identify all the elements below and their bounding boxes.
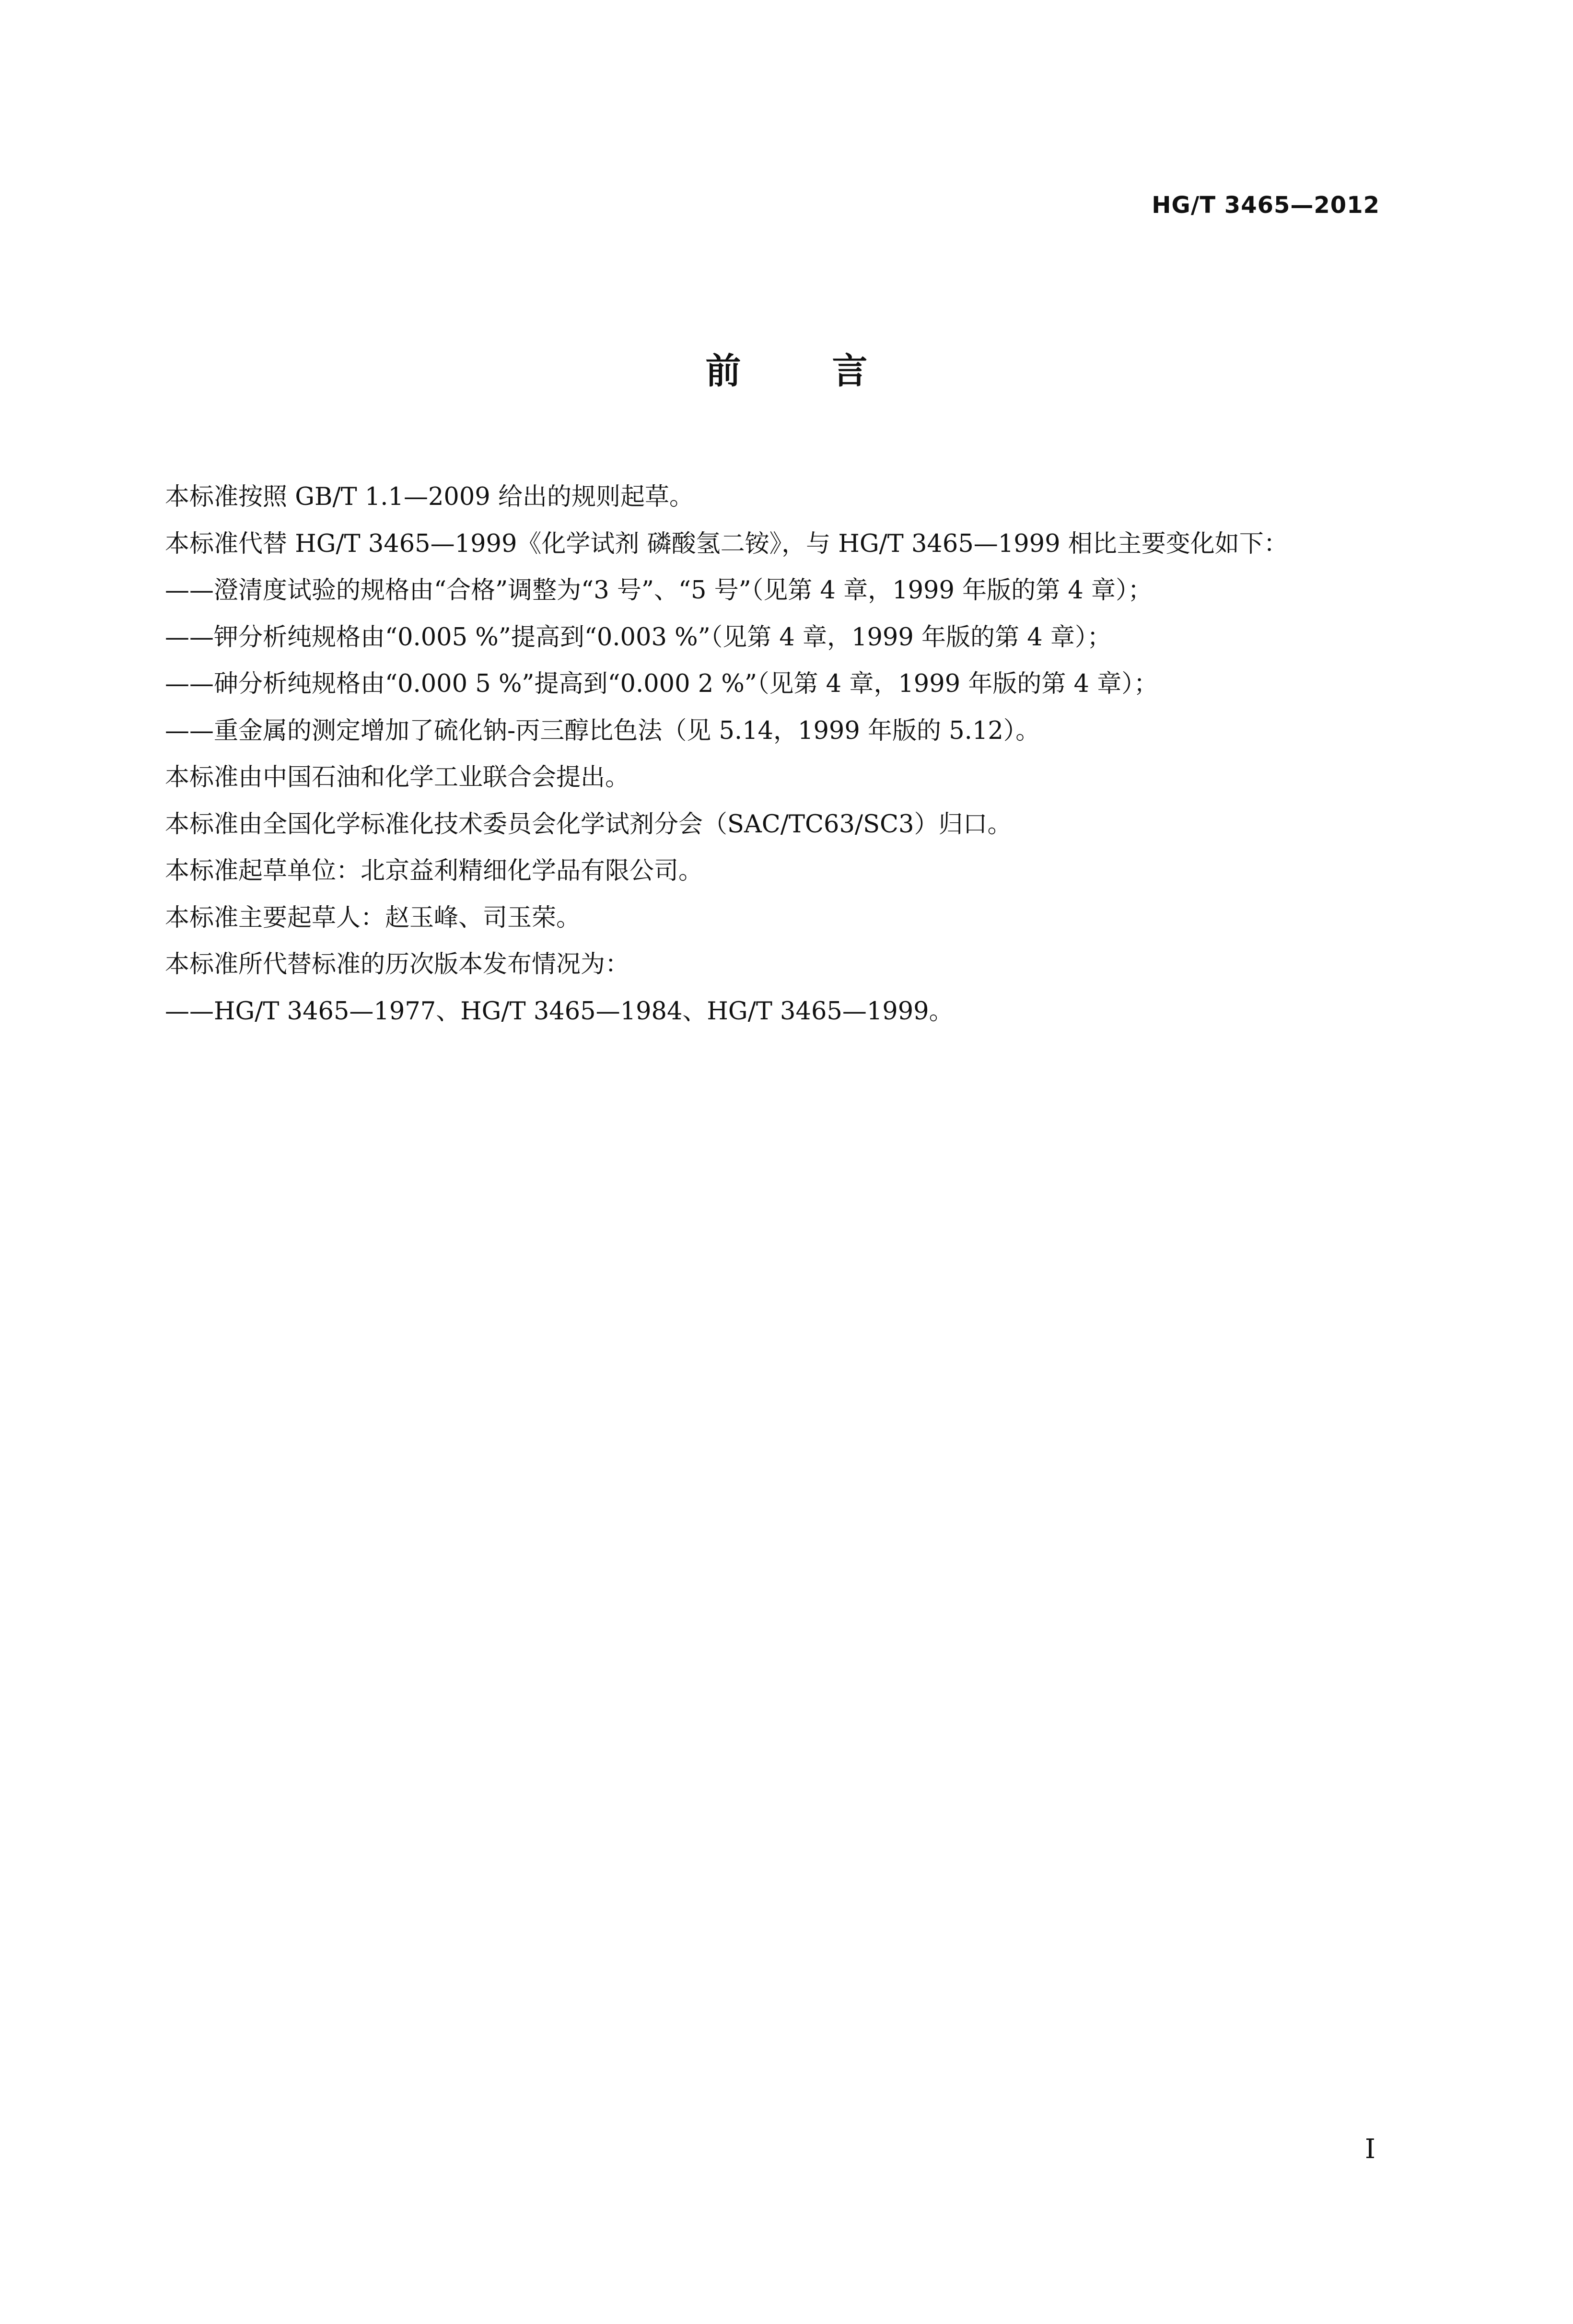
page-title: 前言 <box>705 350 959 392</box>
change-item: ——澄清度试验的规格由“合格”调整为“3 号”、“5 号”（见第 4 章，1999 年版的第 4 章）； <box>165 576 1153 605</box>
paragraph-drafting-unit: 本标准起草单位：北京益利精细化学品有限公司。 <box>165 857 703 885</box>
paragraph-drafting-rules: 本标准按照 GB/T 1.1—2009 给出的规则起草。 <box>165 483 694 511</box>
paragraph-replacement: 本标准代替 HG/T 3465—1999《化学试剂 磷酸氢二铵》，与 HG/T 3465—1999 相比主要变化如下： <box>165 529 1288 558</box>
paragraph-drafters: 本标准主要起草人：赵玉峰、司玉荣。 <box>165 903 581 932</box>
paragraph-previous-editions: 本标准所代替标准的历次版本发布情况为： <box>165 950 630 979</box>
page-number: I <box>1364 2134 1375 2165</box>
history-item: ——HG/T 3465—1977、HG/T 3465—1984、HG/T 3465—1999。 <box>165 997 954 1026</box>
change-item: ——钾分析纯规格由“0.005 %”提高到“0.003 %”（见第 4 章，1999 年版的第 4 章）； <box>165 623 1112 652</box>
change-item: ——砷分析纯规格由“0.000 5 %”提高到“0.000 2 %”（见第 4 章，1999 年版的第 4 章）； <box>165 670 1158 698</box>
change-item: ——重金属的测定增加了硫化钠-丙三醇比色法（见 5.14，1999 年版的 5.12）。 <box>165 716 1040 745</box>
standard-code: HG/T 3465—2012 <box>1152 192 1380 219</box>
paragraph-proposer: 本标准由中国石油和化学工业联合会提出。 <box>165 763 630 792</box>
foreword-body <box>111 474 1387 1035</box>
paragraph-committee: 本标准由全国化学标准化技术委员会化学试剂分会（SAC/TC63/SC3）归口。 <box>165 810 1012 839</box>
